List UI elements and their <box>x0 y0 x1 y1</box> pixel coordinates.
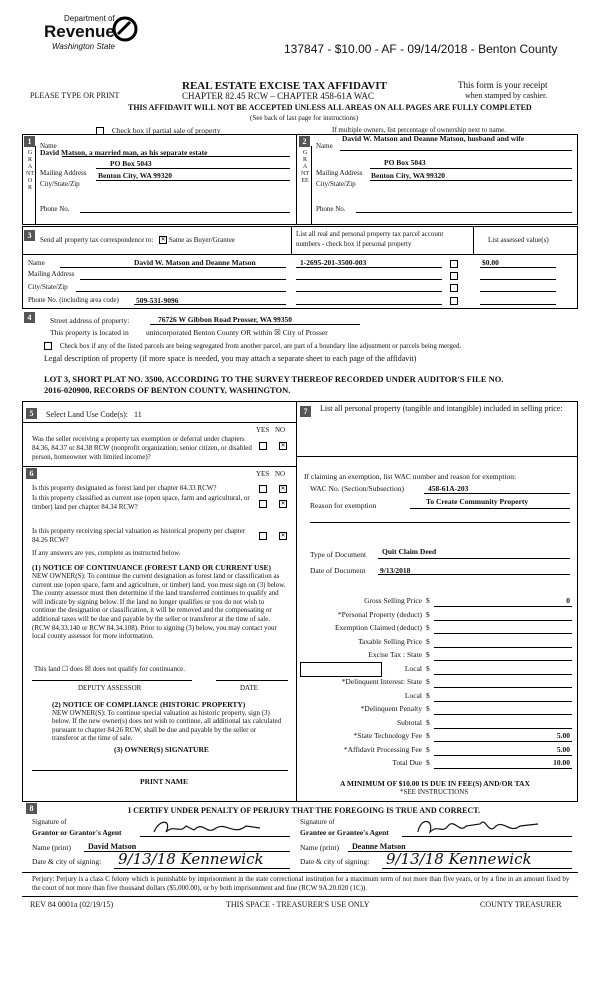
grantor-print-label: Name (print) <box>32 843 71 852</box>
grantee-date-label: Date & city of signing: <box>300 857 370 866</box>
tax-row-label: *Delinquent Penalty <box>360 704 422 713</box>
tax-row-label: *Personal Property (deduct) <box>337 609 422 619</box>
tax-row-value: 5.00 <box>556 731 570 740</box>
land-use-text: Select Land Use Code(s): <box>46 410 128 419</box>
segregated-note: Check box if any of the listed parcels are being segregated from another parcel, are part of a boundary line adjustment or parcels being merged. <box>59 342 462 350</box>
current-use-question: Is this property classified as current use (open space, farm and agricultural, or timber) land per chapter 84.34 RCW? <box>32 494 250 511</box>
land-use-label <box>46 410 142 419</box>
legal-line-1: LOT 3, SHORT PLAT NO. 3500, ACCORDING TO THE SURVEY THEREOF RECORDED UNDER AUDITOR'S FILE NO. <box>44 374 504 384</box>
reason-value: To Create Community Property <box>426 497 529 506</box>
tax-row <box>300 664 572 676</box>
tax-row-currency: $ <box>426 731 430 740</box>
grantee-city: Benton City, WA 99320 <box>371 171 446 180</box>
grantor-mailing-label: Mailing Address <box>40 169 87 177</box>
form-number: REV 84 0001a (02/19/15) <box>30 900 114 909</box>
local-tax-box <box>300 662 382 677</box>
reason-label: Reason for exemption <box>310 501 377 510</box>
tax-row-currency: $ <box>426 758 430 767</box>
tax-row-label: Local <box>404 690 422 700</box>
assessed-value: $0.00 <box>482 258 499 267</box>
grantor-name-label: Name <box>40 142 57 150</box>
form-chapters: CHAPTER 82.45 RCW – CHAPTER 458-61A WAC <box>182 91 374 101</box>
qualify-line: This land ☐ does ☒ does not qualify for continuance. <box>34 665 185 673</box>
tax-row-label: Excise Tax : State <box>368 650 422 659</box>
forest-question: Is this property designated as forest land per chapter 84.33 RCW? <box>32 484 217 492</box>
grantor-date-city: 9/13/18 Kennewick <box>118 850 264 868</box>
see-instructions: *SEE INSTRUCTIONS <box>400 788 469 796</box>
notice-2-body: NEW OWNER(S): To continue special valuation as historic property, sign (3) below. If the new owner(s) does not wish to continue, all additional tax calculated pursuant to chapter 84.26 RCW, shall be due and payable by the seller or transferor at the time of sale. <box>52 709 282 743</box>
tax-row-currency: $ <box>426 744 430 754</box>
tax-row <box>300 677 572 689</box>
certify-statement: I CERTIFY UNDER PENALTY OF PERJURY THAT THE FOREGOING IS TRUE AND CORRECT. <box>128 806 481 815</box>
exemption-question: Was the seller receiving a property tax exemption or deferral under chapters 84.36, 84.37 or 84.38 RCW (nonprofit organization, senior citizen, or disabled person, homeowner with limited income)? <box>32 435 252 461</box>
no-header-1: NO <box>275 426 286 434</box>
minimum-due-note: A MINIMUM OF $10.00 IS DUE IN FEE(S) AND/OR TAX <box>340 779 530 788</box>
tax-row-currency: $ <box>426 623 430 632</box>
recording-stamp: 137847 - $10.00 - AF - 09/14/2018 - Benton County <box>284 42 558 56</box>
historical-question: Is this property receiving special valuation as historical property per chapter 84.26 RCW? <box>32 527 246 544</box>
grantor-name: David Matson, a married man, as his separate estate <box>40 148 208 157</box>
deputy-assessor-label: DEPUTY ASSESSOR <box>78 684 142 692</box>
tax-row-currency: $ <box>426 650 430 659</box>
tax-row <box>300 610 572 622</box>
tax-row-label: *Affidavit Processing Fee <box>343 744 422 754</box>
tax-row-currency: $ <box>426 636 430 646</box>
q1-no-checkbox[interactable]: ✕ <box>280 443 286 449</box>
section-5-badge: 5 <box>26 408 37 419</box>
legal-line-2: 2016-020900, RECORDS OF BENTON COUNTY, WASHINGTON. <box>44 385 291 395</box>
doc-type-label: Type of Document <box>310 550 367 559</box>
tax-row <box>300 731 572 743</box>
q3-no-checkbox[interactable]: ✕ <box>280 501 286 507</box>
grantee-agent-label: Grantee or Grantee's Agent <box>300 828 389 837</box>
perjury-statement: Perjury: Perjury is a class C felony which is punishable by imprisonment in the state correctional institution for a maximum term of not more than five years, or by a fine in an amount fixed by the court of not more than five thousand dollars ($5,000.00), or by both imprisonment and fine (RCW 9A.20.020 (1C)). <box>32 875 570 892</box>
grantee-signature <box>414 814 554 838</box>
grantee-side-label: GRANTEE <box>301 150 309 184</box>
segregated-row <box>44 342 461 350</box>
tax-row-label: *State Technology Fee <box>353 731 422 740</box>
section-8-badge: 8 <box>26 803 37 814</box>
tax-row-value: 10.00 <box>553 758 570 767</box>
treasurer-space: THIS SPACE - TREASURER'S USE ONLY <box>226 900 370 909</box>
legal-label: Legal description of property (if more space is needed, you may attach a separate sheet to each page of the affidavit) <box>44 354 417 363</box>
doc-type-value: Quit Claim Deed <box>382 547 437 556</box>
date-label: DATE <box>240 684 258 692</box>
tax-row-currency: $ <box>426 704 430 713</box>
exemption-label: If claiming an exemption, list WAC number and reason for exemption: <box>304 472 517 481</box>
correspondence-label <box>40 236 235 244</box>
receipt-note-2: when stamped by cashier. <box>465 91 548 100</box>
tax-row-label: Subtotal <box>396 717 422 727</box>
completion-warning: THIS AFFIDAVIT WILL NOT BE ACCEPTED UNLESS ALL AREAS ON ALL PAGES ARE FULLY COMPLETED <box>128 103 532 112</box>
grantee-mailing-label: Mailing Address <box>316 169 363 177</box>
tax-row-label: Local <box>404 663 422 673</box>
grantor-city: Benton City, WA 99320 <box>98 171 173 180</box>
tax-row <box>300 596 572 608</box>
section-1-badge: 1 <box>24 136 35 147</box>
q4-yes-checkbox[interactable] <box>259 532 267 540</box>
q1-yes-checkbox[interactable] <box>259 442 267 450</box>
corr-name: David W. Matson and Deanne Matson <box>134 258 256 267</box>
section-3-badge: 3 <box>24 230 35 241</box>
tax-row <box>300 718 572 730</box>
parcel-header-1: List all real and personal property tax parcel account <box>296 230 444 238</box>
multiple-owners-note: If multiple owners, list percentage of ownership next to name. <box>332 126 506 134</box>
land-use-code: 11 <box>133 410 142 419</box>
tax-row-currency: $ <box>426 690 430 700</box>
tax-row <box>300 758 572 770</box>
parcel-number: 1-2695-201-3500-003 <box>300 258 367 267</box>
notice-1-body: NEW OWNER(S): To continue the current designation as forest land or classification as current use (open space, farm and agriculture, or timber) land, you must sign on (3) below. The county assessor must then determine if the land transferred continues to qualify and will indicate by signing below. If the land no longer qualifies or you do not wish to continue the designation or classification, it will be removed and the compensating or additional taxes will be due and payable by the seller or transferor at the time of sale. (RCW 84.33.140 or RCW 84.34.108). Prior to signing (3) below, you may contact your local county assessor for more information. <box>32 572 286 641</box>
tax-row-currency: $ <box>426 609 430 619</box>
street-address: 76726 W Gibbon Road Prosser, WA 99350 <box>158 315 292 324</box>
street-label: Street address of property: <box>50 316 130 325</box>
grantor-phone-label: Phone No. <box>40 205 70 213</box>
q4-no-checkbox[interactable]: ✕ <box>280 533 286 539</box>
parcel-3-personal-checkbox[interactable] <box>450 284 458 292</box>
q3-yes-checkbox[interactable] <box>259 500 267 508</box>
yes-header-2: YES <box>256 470 270 478</box>
grantee-print-label: Name (print) <box>300 843 339 852</box>
q2-yes-checkbox[interactable] <box>259 485 267 493</box>
wac-value: 458-61A-203 <box>428 484 469 493</box>
parcel-header-2: numbers - check box if personal property <box>296 240 412 248</box>
tax-row-label: *Delinquent Interest: State <box>341 677 422 686</box>
tax-row-currency: $ <box>426 717 430 727</box>
grantee-address: PO Box 5043 <box>384 158 426 167</box>
yes-header-1: YES <box>256 426 270 434</box>
doc-date-label: Date of Document <box>310 566 366 575</box>
segregated-checkbox[interactable] <box>44 342 52 350</box>
parcel-2-personal-checkbox[interactable] <box>450 272 458 280</box>
corr-mailing-label: Mailing Address <box>28 270 75 278</box>
grantor-signature <box>150 816 270 838</box>
owner-signature-label: (3) OWNER(S) SIGNATURE <box>114 745 209 754</box>
tax-row-label: Gross Selling Price <box>364 596 422 605</box>
if-yes-note: If any answers are yes, complete as instructed below. <box>32 549 181 557</box>
grantor-date-label: Date & city of signing: <box>32 857 102 866</box>
tax-row-currency: $ <box>426 596 430 605</box>
logo-line-3: Washington State <box>52 42 116 51</box>
partial-sale-label: Check box if partial sale of property <box>111 126 221 135</box>
logo-swoosh-icon <box>112 16 138 42</box>
grantor-side-label: GRANTOR <box>26 150 34 191</box>
corr-city-label: City/State/Zip <box>28 283 68 291</box>
logo-line-2: Revenue <box>44 22 115 41</box>
tax-row-value: 5.00 <box>556 744 570 754</box>
section-4-badge: 4 <box>24 312 35 323</box>
tax-row <box>300 650 572 662</box>
county-treasurer: COUNTY TREASURER <box>480 900 562 909</box>
notice-2-title: (2) NOTICE OF COMPLIANCE (HISTORIC PROPERTY) <box>52 700 246 709</box>
grantor-sig-label: Signature of <box>32 818 67 826</box>
tax-row-value: 0 <box>566 596 570 605</box>
tax-row <box>300 704 572 716</box>
grantee-name: David W. Matson and Deanne Matson, husband and wife <box>342 134 525 143</box>
tax-row <box>300 745 572 757</box>
section-2-badge: 2 <box>299 136 310 147</box>
grantor-print-name: David Matson <box>88 842 137 851</box>
no-header-2: NO <box>275 470 286 478</box>
grantor-address: PO Box 5043 <box>110 159 152 168</box>
grantee-sig-label: Signature of <box>300 818 335 826</box>
print-note: PLEASE TYPE OR PRINT <box>30 91 120 100</box>
corr-phone-label: Phone No. (including area code) <box>28 296 119 304</box>
grantee-city-label: City/State/Zip <box>316 180 356 188</box>
corr-name-label: Name <box>28 259 45 267</box>
tax-table <box>300 596 572 776</box>
notice-1-title: (1) NOTICE OF CONTINUANCE (FOREST LAND OR CURRENT USE) <box>32 563 272 572</box>
tax-row-currency: $ <box>426 663 430 673</box>
grantee-phone-label: Phone No. <box>316 205 346 213</box>
wac-label: WAC No. (Section/Subsection) <box>310 484 404 493</box>
grantee-print-name: Deanne Matson <box>352 842 406 851</box>
tax-row-currency: $ <box>426 677 430 686</box>
section-7-badge: 7 <box>300 406 311 417</box>
tax-row-label: Total Due <box>392 758 422 767</box>
dor-logo <box>30 14 140 56</box>
section-6-badge: 6 <box>26 468 37 479</box>
tax-row-label: Exemption Claimed (deduct) <box>334 623 422 632</box>
grantee-date-city: 9/13/18 Kennewick <box>386 850 532 868</box>
same-as-label: Same as Buyer/Grantee <box>168 236 235 244</box>
tax-row <box>300 637 572 649</box>
tax-row <box>300 623 572 635</box>
located-text: This property is located in <box>50 328 129 337</box>
parcel-4-personal-checkbox[interactable] <box>450 297 458 305</box>
grantor-city-label: City/State/Zip <box>40 180 80 188</box>
q2-no-checkbox[interactable]: ✕ <box>280 486 286 492</box>
grantor-agent-label: Grantor or Grantor's Agent <box>32 828 122 837</box>
personal-property-label: List all personal property (tangible and intangible) included in selling price: <box>320 404 563 413</box>
grantee-name-label: Name <box>316 142 333 150</box>
tax-row-label: Taxable Selling Price <box>357 636 422 646</box>
logo-line-1: Department of <box>64 14 115 23</box>
doc-date-value: 9/13/2018 <box>380 566 411 575</box>
correspondence-text: Send all property tax correspondence to: <box>40 236 154 244</box>
corr-phone: 509-531-9096 <box>136 296 179 305</box>
print-name-label: PRINT NAME <box>140 777 188 786</box>
tax-row <box>300 691 572 703</box>
form-title: REAL ESTATE EXCISE TAX AFFIDAVIT <box>182 80 387 92</box>
see-back-note: (See back of last page for instructions) <box>250 114 359 122</box>
assessed-header: List assessed value(s) <box>488 236 549 244</box>
parcel-1-personal-checkbox[interactable] <box>450 260 458 268</box>
same-as-checkbox[interactable]: ✕ <box>160 237 166 244</box>
receipt-note-1: This form is your receipt <box>458 80 548 90</box>
located-options: unincorporated Benton County OR within ☒ City of Prosser <box>146 328 328 337</box>
